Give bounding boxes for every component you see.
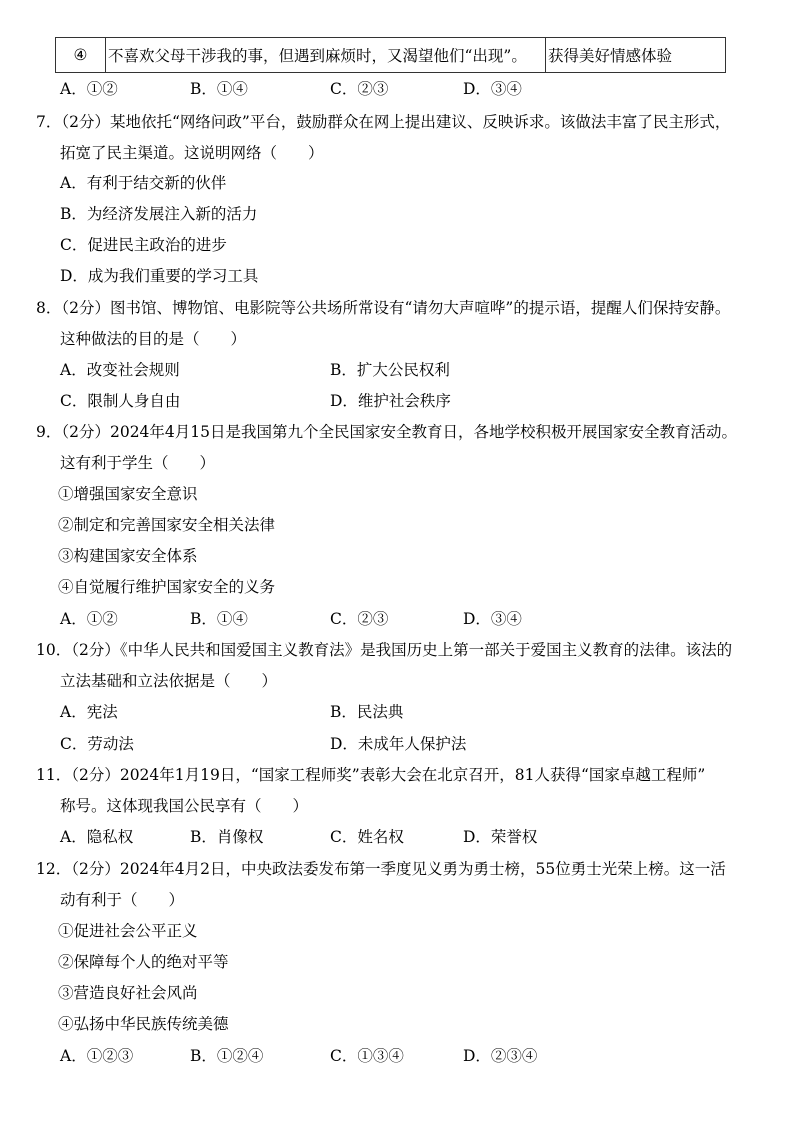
q9-statement-4: ④自觉履行维护国家安全的义务 [58,578,276,596]
q9-statement-2: ②制定和完善国家安全相关法律 [58,516,276,534]
q9-option-a: A．①② [60,610,118,628]
q6-option-b: B．①④ [190,80,248,98]
q9-option-d: D．③④ [463,610,522,628]
q9-statement-1: ①增强国家安全意识 [58,485,198,503]
q9-stem-line1: 9．（2分）2024年4月15日是我国第九个全民国家安全教育日，各地学校积极开展国家安全教育活动。 [36,423,738,441]
q11-option-a: A．隐私权 [60,828,134,846]
q7-stem-line1: 7．（2分）某地依托“网络问政”平台，鼓励群众在网上提出建议、反映诉求。该做法丰富了民主形式， [36,113,731,131]
q12-option-c: C．①③④ [330,1047,404,1065]
q8-option-c: C．限制人身自由 [60,392,181,410]
q10-option-c: C．劳动法 [60,735,134,753]
q12-statement-1: ①促进社会公平正义 [58,922,198,940]
q9-stem-line2: 这有利于学生（ ） [60,454,216,472]
table-cell-result: 获得美好情感体验 [546,38,726,73]
table-row [56,38,726,73]
q6-option-d: D．③④ [463,80,522,98]
q12-option-b: B．①②④ [190,1047,264,1065]
q12-option-a: A．①②③ [60,1047,134,1065]
q7-option-b: B．为经济发展注入新的活力 [60,205,258,223]
q7-option-d: D．成为我们重要的学习工具 [60,267,259,285]
q10-stem-line2: 立法基础和立法依据是（ ） [60,672,278,690]
q6-option-a: A．①② [60,80,118,98]
q10-stem-line1: 10．（2分）《中华人民共和国爱国主义教育法》是我国历史上第一部关于爱国主义教育的法律。该法的 [36,641,733,659]
q10-option-b: B．民法典 [330,703,404,721]
q7-option-a: A．有利于结交新的伙伴 [60,174,227,192]
q12-statement-3: ③营造良好社会风尚 [58,984,198,1002]
q9-option-c: C．②③ [330,610,389,628]
table-cell-description: 不喜欢父母干涉我的事，但遇到麻烦时，又渴望他们“出现”。 [106,38,546,73]
q12-statement-4: ④弘扬中华民族传统美德 [58,1015,229,1033]
table-cell-num: ④ [56,38,106,73]
q8-stem-line2: 这种做法的目的是（ ） [60,330,247,348]
q10-option-d: D．未成年人保护法 [330,735,467,753]
q12-statement-2: ②保障每个人的绝对平等 [58,953,229,971]
q11-option-b: B．肖像权 [190,828,264,846]
q7-option-c: C．促进民主政治的进步 [60,236,227,254]
q12-stem-line2: 动有利于（ ） [60,891,185,909]
q9-statement-3: ③构建国家安全体系 [58,547,198,565]
q11-option-c: C．姓名权 [330,828,404,846]
q10-option-a: A．宪法 [60,703,118,721]
q6-option-c: C．②③ [330,80,389,98]
q11-stem-line2: 称号。这体现我国公民享有（ ） [60,797,309,815]
q11-option-d: D．荣誉权 [463,828,538,846]
q11-stem-line1: 11．（2分）2024年1月19日，“国家工程师奖”表彰大会在北京召开，81人获得“国家卓越工程师” [36,766,706,784]
table-fragment [55,37,726,73]
q8-option-b: B．扩大公民权利 [330,361,450,379]
q8-option-d: D．维护社会秩序 [330,392,451,410]
q8-stem-line1: 8．（2分）图书馆、博物馆、电影院等公共场所常设有“请勿大声喧哗”的提示语，提醒人们保持安静。 [36,299,731,317]
q12-option-d: D．②③④ [463,1047,538,1065]
q9-option-b: B．①④ [190,610,248,628]
q7-stem-line2: 拓宽了民主渠道。这说明网络（ ） [60,144,324,162]
q8-option-a: A．改变社会规则 [60,361,180,379]
q12-stem-line1: 12．（2分）2024年4月2日，中央政法委发布第一季度见义勇为勇士榜，55位勇士光荣上榜。这一活 [36,860,726,878]
